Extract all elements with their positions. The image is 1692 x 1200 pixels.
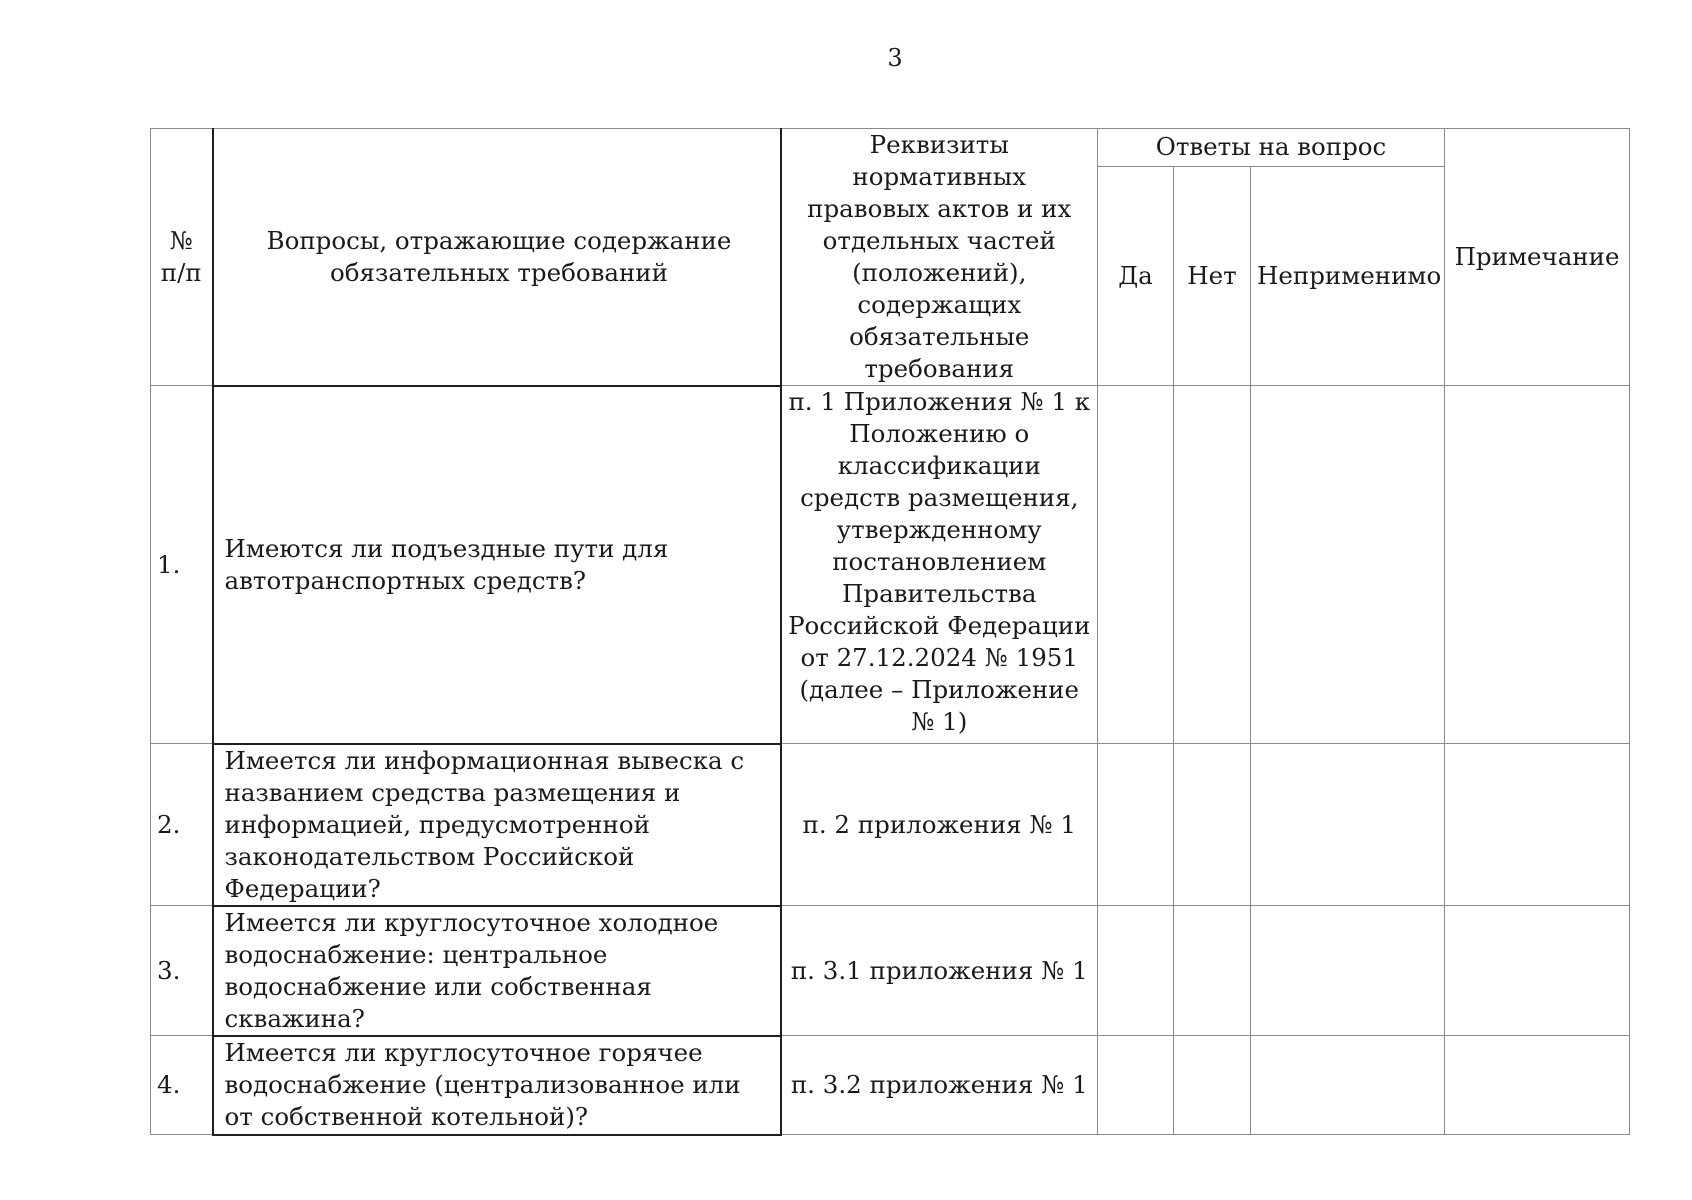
row-answer-no[interactable] bbox=[1174, 906, 1251, 1036]
row-requisites: п. 3.2 приложения № 1 bbox=[781, 1036, 1098, 1135]
row-answer-no[interactable] bbox=[1174, 744, 1251, 906]
row-number: 2. bbox=[151, 744, 213, 906]
row-answer-yes[interactable] bbox=[1098, 744, 1174, 906]
row-note[interactable] bbox=[1445, 906, 1630, 1036]
row-number: 1. bbox=[151, 386, 213, 744]
table-row bbox=[151, 386, 1630, 744]
row-question: Имеются ли подъездные пути для автотранспортных средств? bbox=[213, 386, 781, 744]
row-note[interactable] bbox=[1445, 386, 1630, 744]
row-number: 3. bbox=[151, 906, 213, 1036]
header-no: Нет bbox=[1174, 166, 1251, 385]
row-answer-yes[interactable] bbox=[1098, 1036, 1174, 1135]
header-number: № п/п bbox=[151, 129, 213, 386]
row-answer-yes[interactable] bbox=[1098, 906, 1174, 1036]
row-question: Имеется ли информационная вывеска с названием средства размещения и информацией, предусмотренной законодательством Российской Федерации? bbox=[213, 744, 781, 906]
requirements-checklist-table bbox=[150, 128, 1630, 1136]
header-question: Вопросы, отражающие содержание обязательных требований bbox=[213, 129, 781, 386]
row-note[interactable] bbox=[1445, 1036, 1630, 1135]
header-not-applicable: Неприменимо bbox=[1251, 166, 1445, 385]
row-note[interactable] bbox=[1445, 744, 1630, 906]
row-requisites: п. 2 приложения № 1 bbox=[781, 744, 1098, 906]
table-row bbox=[151, 744, 1630, 906]
row-answer-not-applicable[interactable] bbox=[1251, 744, 1445, 906]
row-answer-not-applicable[interactable] bbox=[1251, 1036, 1445, 1135]
row-question: Имеется ли круглосуточное горячее водоснабжение (централизованное или от собственной котельной)? bbox=[213, 1036, 781, 1135]
row-requisites: п. 1 Приложения № 1 к Положению о классификации средств размещения, утвержденному постановлением Правительства Российской Федерации от 27.12.2024 № 1951 (далее – Приложение № 1) bbox=[781, 386, 1098, 744]
header-requisites: Реквизиты нормативных правовых актов и их отдельных частей (положений), содержащих обязательные требования bbox=[781, 129, 1098, 386]
row-question: Имеется ли круглосуточное холодное водоснабжение: центральное водоснабжение или собственная скважина? bbox=[213, 906, 781, 1036]
header-yes: Да bbox=[1098, 166, 1174, 385]
row-answer-no[interactable] bbox=[1174, 1036, 1251, 1135]
row-answer-no[interactable] bbox=[1174, 386, 1251, 744]
header-answers-group: Ответы на вопрос bbox=[1098, 129, 1445, 167]
table-row bbox=[151, 1036, 1630, 1135]
table-row bbox=[151, 906, 1630, 1036]
header-note: Примечание bbox=[1445, 129, 1630, 386]
page-number: 3 bbox=[887, 44, 903, 72]
row-answer-not-applicable[interactable] bbox=[1251, 906, 1445, 1036]
row-requisites: п. 3.1 приложения № 1 bbox=[781, 906, 1098, 1036]
row-answer-not-applicable[interactable] bbox=[1251, 386, 1445, 744]
row-answer-yes[interactable] bbox=[1098, 386, 1174, 744]
row-number: 4. bbox=[151, 1036, 213, 1135]
